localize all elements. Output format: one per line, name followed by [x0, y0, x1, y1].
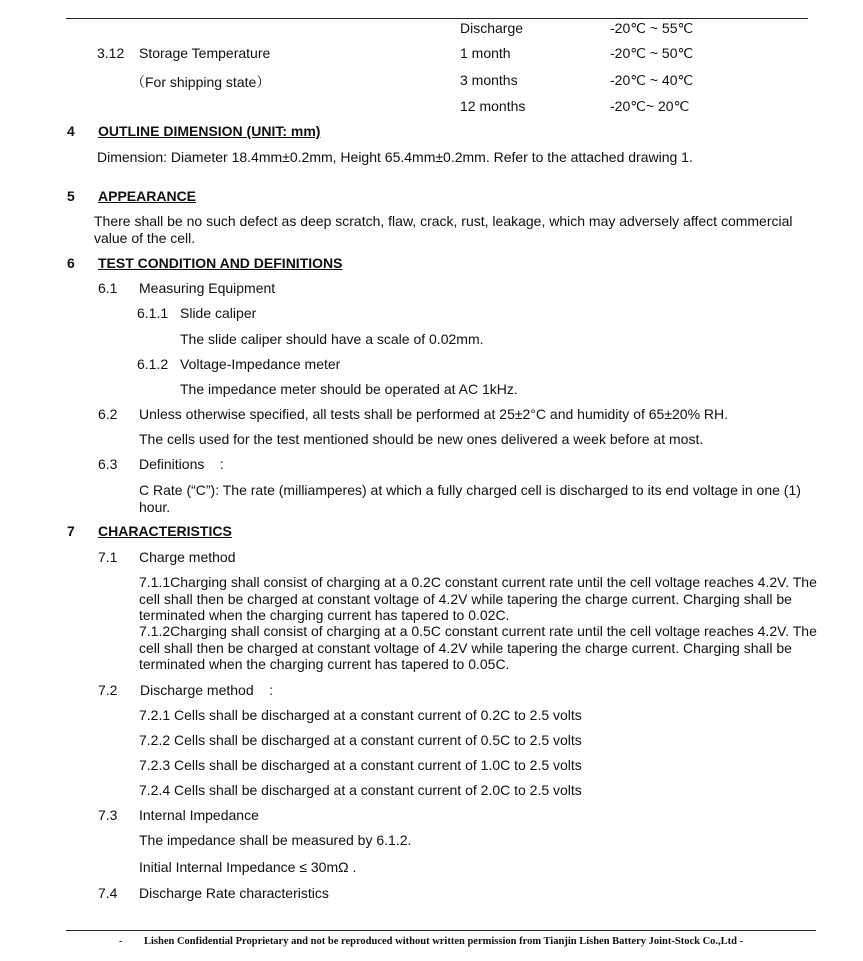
storage-range: -20℃~ 20℃: [610, 98, 690, 114]
subsection-title: Definitions :: [139, 456, 224, 472]
section-heading: CHARACTERISTICS: [98, 523, 232, 539]
footer-rule: [66, 930, 816, 931]
body-text: There shall be no such defect as deep scratch, flaw, crack, rust, leakage, which may adversely affect commercial value of the cell.: [94, 213, 793, 246]
definition-text: C Rate (“C”): The rate (milliamperes) at which a fully charged cell is discharged to its end voltage in one (1) hour.: [139, 482, 801, 515]
storage-range: -20℃ ~ 50℃: [610, 45, 694, 61]
section-number: 4: [67, 123, 75, 139]
body-text: The impedance shall be measured by 6.1.2.: [139, 832, 412, 848]
section-heading: APPEARANCE: [98, 188, 197, 204]
subsection-number: 6.1.1: [137, 305, 169, 321]
paragraph: 7.1.2Charging shall consist of charging at a 0.5C constant current rate until the cell voltage reaches 4.2V. The cell shall then be charged at constant voltage of 4.2V while tapering the charge current. Charging shall be terminated when the charging current has tapered to 0.05C.: [139, 623, 817, 672]
footer-mark: -: [119, 936, 123, 947]
subsection-title: Discharge Rate characteristics: [139, 885, 329, 901]
storage-condition: 1 month: [460, 45, 511, 61]
section-heading: OUTLINE DIMENSION (UNIT: mm): [98, 123, 321, 139]
section-subtitle: （For shipping state）: [131, 74, 271, 90]
storage-range: -20℃ ~ 55℃: [610, 20, 694, 36]
subsection-number: 7.3: [98, 807, 118, 823]
storage-condition: 12 months: [460, 98, 526, 114]
subsection-number: 6.3: [98, 456, 118, 472]
body-text: The cells used for the test mentioned should be new ones delivered a week before at most.: [139, 431, 704, 447]
top-rule: [66, 18, 808, 19]
subsection-title: Discharge method :: [140, 682, 274, 698]
subsection-number: 7.2: [98, 682, 118, 698]
subsection-number: 6.1: [98, 280, 118, 296]
body-text: The slide caliper should have a scale of 0.02mm.: [180, 331, 484, 347]
footer-text: Lishen Confidential Proprietary and not be reproduced without written permission from Tianjin Lishen Battery Joint-Stock Co.,Ltd -: [144, 936, 744, 947]
subsection-title: Slide caliper: [180, 305, 257, 321]
storage-condition: Discharge: [460, 20, 524, 36]
body-text: The impedance meter should be operated at AC 1kHz.: [180, 381, 518, 397]
list-item: 7.2.2 Cells shall be discharged at a constant current of 0.5C to 2.5 volts: [139, 732, 582, 748]
section-heading: TEST CONDITION AND DEFINITIONS: [98, 255, 343, 271]
list-item: 7.2.4 Cells shall be discharged at a constant current of 2.0C to 2.5 volts: [139, 782, 582, 798]
section-number: 3.12: [97, 45, 125, 61]
list-item: 7.2.1 Cells shall be discharged at a constant current of 0.2C to 2.5 volts: [139, 707, 582, 723]
subsection-title: Voltage-Impedance meter: [180, 356, 341, 372]
subsection-number: 7.4: [98, 885, 118, 901]
subsection-title: Measuring Equipment: [139, 280, 276, 296]
section-number: 7: [67, 523, 75, 539]
body-text: Dimension: Diameter 18.4mm±0.2mm, Height 65.4mm±0.2mm. Refer to the attached drawing 1.: [97, 149, 693, 165]
storage-range: -20℃ ~ 40℃: [610, 72, 694, 88]
list-item: 7.2.3 Cells shall be discharged at a constant current of 1.0C to 2.5 volts: [139, 757, 582, 773]
subsection-number: 7.1: [98, 549, 118, 565]
body-text: Unless otherwise specified, all tests shall be performed at 25±2°C and humidity of 65±20% RH.: [139, 406, 729, 422]
subsection-number: 6.1.2: [137, 356, 169, 372]
body-text: Initial Internal Impedance ≤ 30mΩ .: [139, 859, 357, 875]
section-number: 5: [67, 188, 75, 204]
section-title: Storage Temperature: [139, 45, 271, 61]
subsection-title: Charge method: [139, 549, 236, 565]
subsection-title: Internal Impedance: [139, 807, 259, 823]
storage-condition: 3 months: [460, 72, 518, 88]
section-number: 6: [67, 255, 75, 271]
subsection-number: 6.2: [98, 406, 118, 422]
paragraph: 7.1.1Charging shall consist of charging at a 0.2C constant current rate until the cell voltage reaches 4.2V. The cell shall then be charged at constant voltage of 4.2V while tapering the charge current. Charging shall be terminated when the charging current has tapered to 0.02C.: [139, 574, 817, 623]
